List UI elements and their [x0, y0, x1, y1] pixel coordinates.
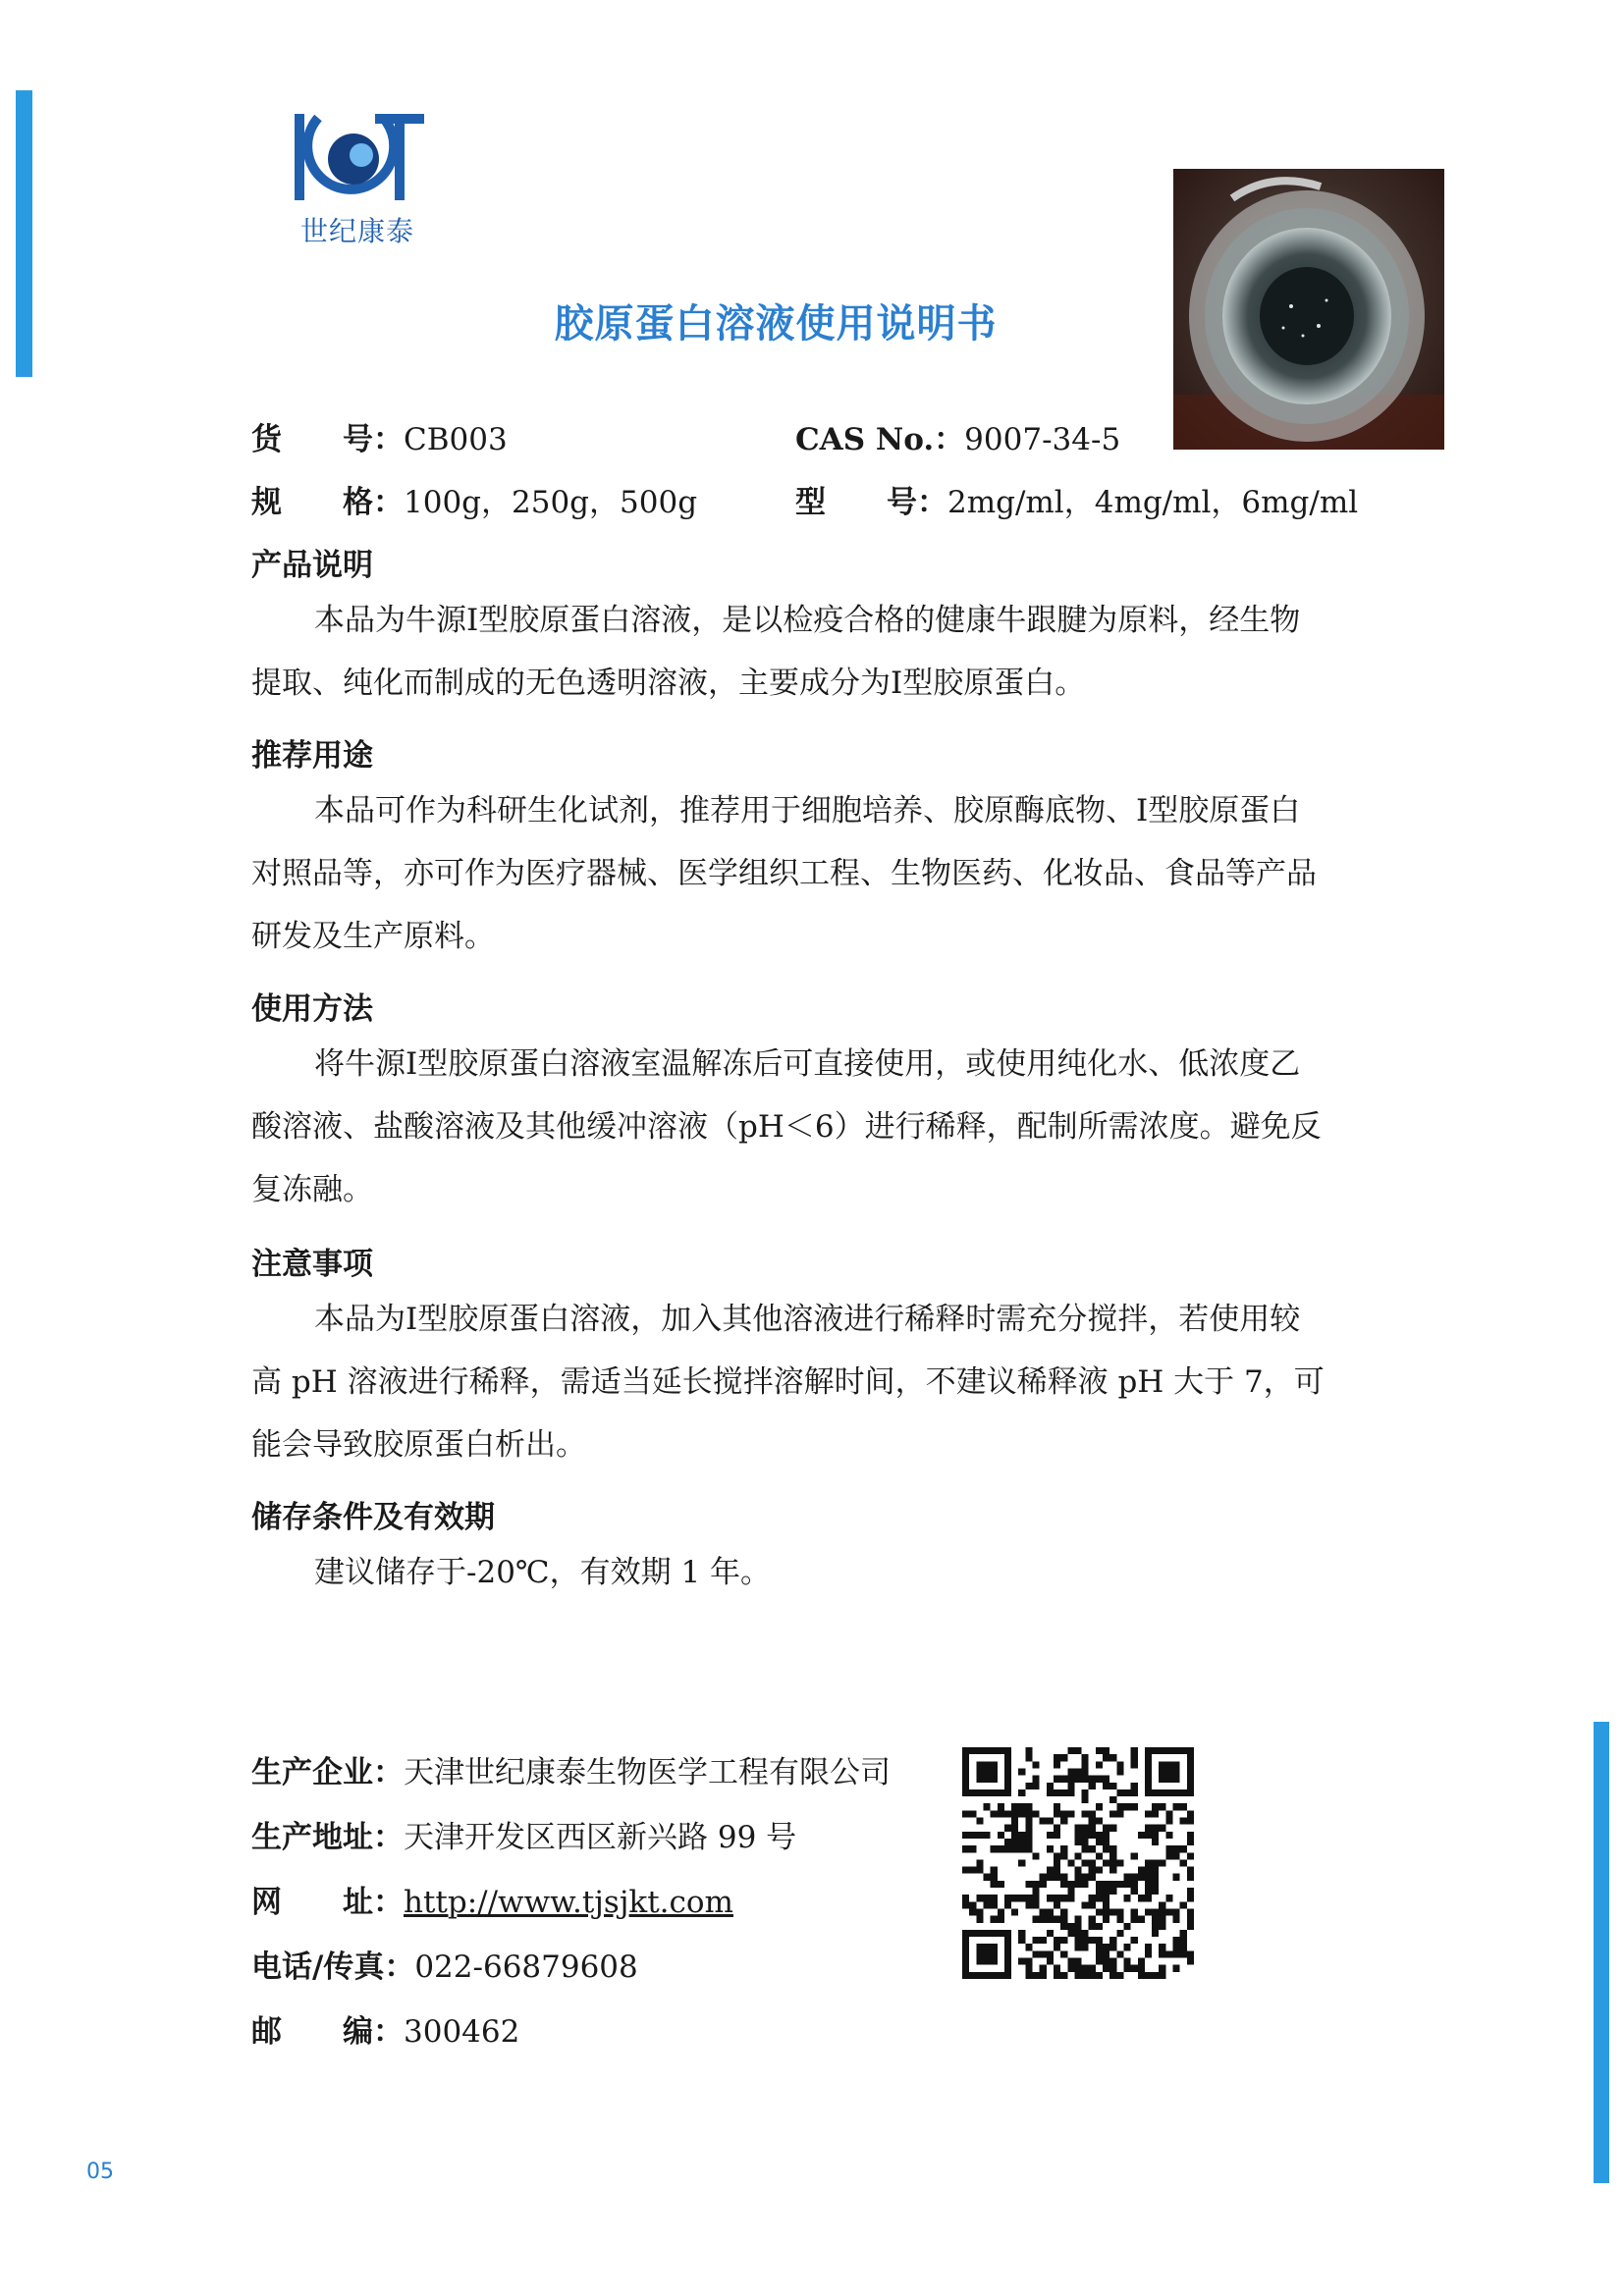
postcode-label: 邮 编： [251, 2014, 404, 2050]
phone-value: 022-66879608 [414, 1949, 638, 1985]
left-accent-bar [16, 90, 32, 377]
company-logo-icon [291, 108, 428, 206]
cas-number-label: CAS No.： [795, 422, 965, 457]
section-body-precautions [251, 1288, 1382, 1476]
address-value: 天津开发区西区新兴路 99 号 [404, 1820, 797, 1855]
document-title: 胶原蛋白溶液使用说明书 [554, 301, 998, 347]
postcode-value: 300462 [404, 2014, 520, 2050]
section-body-usage [251, 1033, 1382, 1221]
item-number-value: CB003 [404, 422, 508, 457]
paragraph-line: 酸溶液、盐酸溶液及其他缓冲溶液（pH＜6）进行稀释，配制所需浓度。避免反 [251, 1109, 1322, 1145]
collagen-solution-beaker-photo [1173, 169, 1444, 450]
logo-text: 世纪康泰 [299, 215, 414, 247]
website-row [251, 1877, 733, 1921]
section-heading-recommended-use: 推荐用途 [251, 738, 373, 774]
paragraph-line: 能会导致胶原蛋白析出。 [251, 1427, 586, 1463]
item-number-field [251, 414, 508, 458]
paragraph-line: 研发及生产原料。 [251, 919, 495, 954]
phone-label: 电话/传真： [251, 1949, 415, 1985]
company-row [251, 1747, 891, 1791]
page-number: 05 [86, 2160, 114, 2184]
model-label: 型 号： [795, 485, 947, 520]
postcode-row [251, 2006, 519, 2051]
paragraph-line: 本品为Ⅰ型胶原蛋白溶液，加入其他溶液进行稀释时需充分搅拌，若使用较 [314, 1302, 1301, 1337]
company-logo [291, 108, 438, 245]
paragraph-line: 本品为牛源Ⅰ型胶原蛋白溶液，是以检疫合格的健康牛跟腱为原料，经生物 [314, 603, 1301, 638]
section-body-product-description [251, 589, 1382, 715]
paragraph-line: 建议储存于-20℃，有效期 1 年。 [314, 1555, 772, 1590]
model-value: 2mg/ml，4mg/ml，6mg/ml [947, 485, 1359, 520]
section-heading-product-description: 产品说明 [251, 548, 373, 583]
qr-code [962, 1747, 1194, 1979]
paragraph-line: 提取、纯化而制成的无色透明溶液，主要成分为Ⅰ型胶原蛋白。 [251, 666, 1086, 701]
address-label: 生产地址： [251, 1820, 404, 1855]
phone-row [251, 1942, 638, 1986]
website-link[interactable]: http://www.tjsjkt.com [404, 1885, 733, 1920]
model-field [795, 477, 1358, 521]
spec-value: 100g，250g，500g [404, 485, 698, 520]
paragraph-line: 对照品等，亦可作为医疗器械、医学组织工程、生物医药、化妆品、食品等产品 [251, 856, 1317, 891]
spec-label: 规 格： [251, 485, 404, 520]
qr-code-icon [962, 1747, 1194, 1979]
paragraph-line: 本品可作为科研生化试剂，推荐用于细胞培养、胶原酶底物、Ⅰ型胶原蛋白 [314, 793, 1301, 828]
paragraph-line: 将牛源Ⅰ型胶原蛋白溶液室温解冻后可直接使用，或使用纯化水、低浓度乙 [314, 1046, 1301, 1082]
cas-number-value: 9007-34-5 [964, 422, 1121, 457]
right-accent-bar [1594, 1722, 1609, 2183]
section-heading-usage: 使用方法 [251, 991, 373, 1027]
section-heading-precautions: 注意事项 [251, 1247, 373, 1282]
company-label: 生产企业： [251, 1755, 404, 1790]
spec-field [251, 477, 697, 521]
paragraph-line: 复冻融。 [251, 1172, 373, 1207]
section-body-storage [251, 1541, 1382, 1604]
company-value: 天津世纪康泰生物医学工程有限公司 [404, 1755, 891, 1790]
paragraph-line: 高 pH 溶液进行稀释，需适当延长搅拌溶解时间，不建议稀释液 pH 大于 7，可 [251, 1364, 1325, 1400]
website-label: 网 址： [251, 1885, 404, 1920]
section-body-recommended-use [251, 779, 1382, 968]
product-photo [1173, 169, 1444, 450]
item-number-label: 货 号： [251, 422, 404, 457]
section-heading-storage: 储存条件及有效期 [251, 1500, 495, 1535]
address-row [251, 1812, 796, 1856]
cas-number-field [795, 414, 1120, 458]
